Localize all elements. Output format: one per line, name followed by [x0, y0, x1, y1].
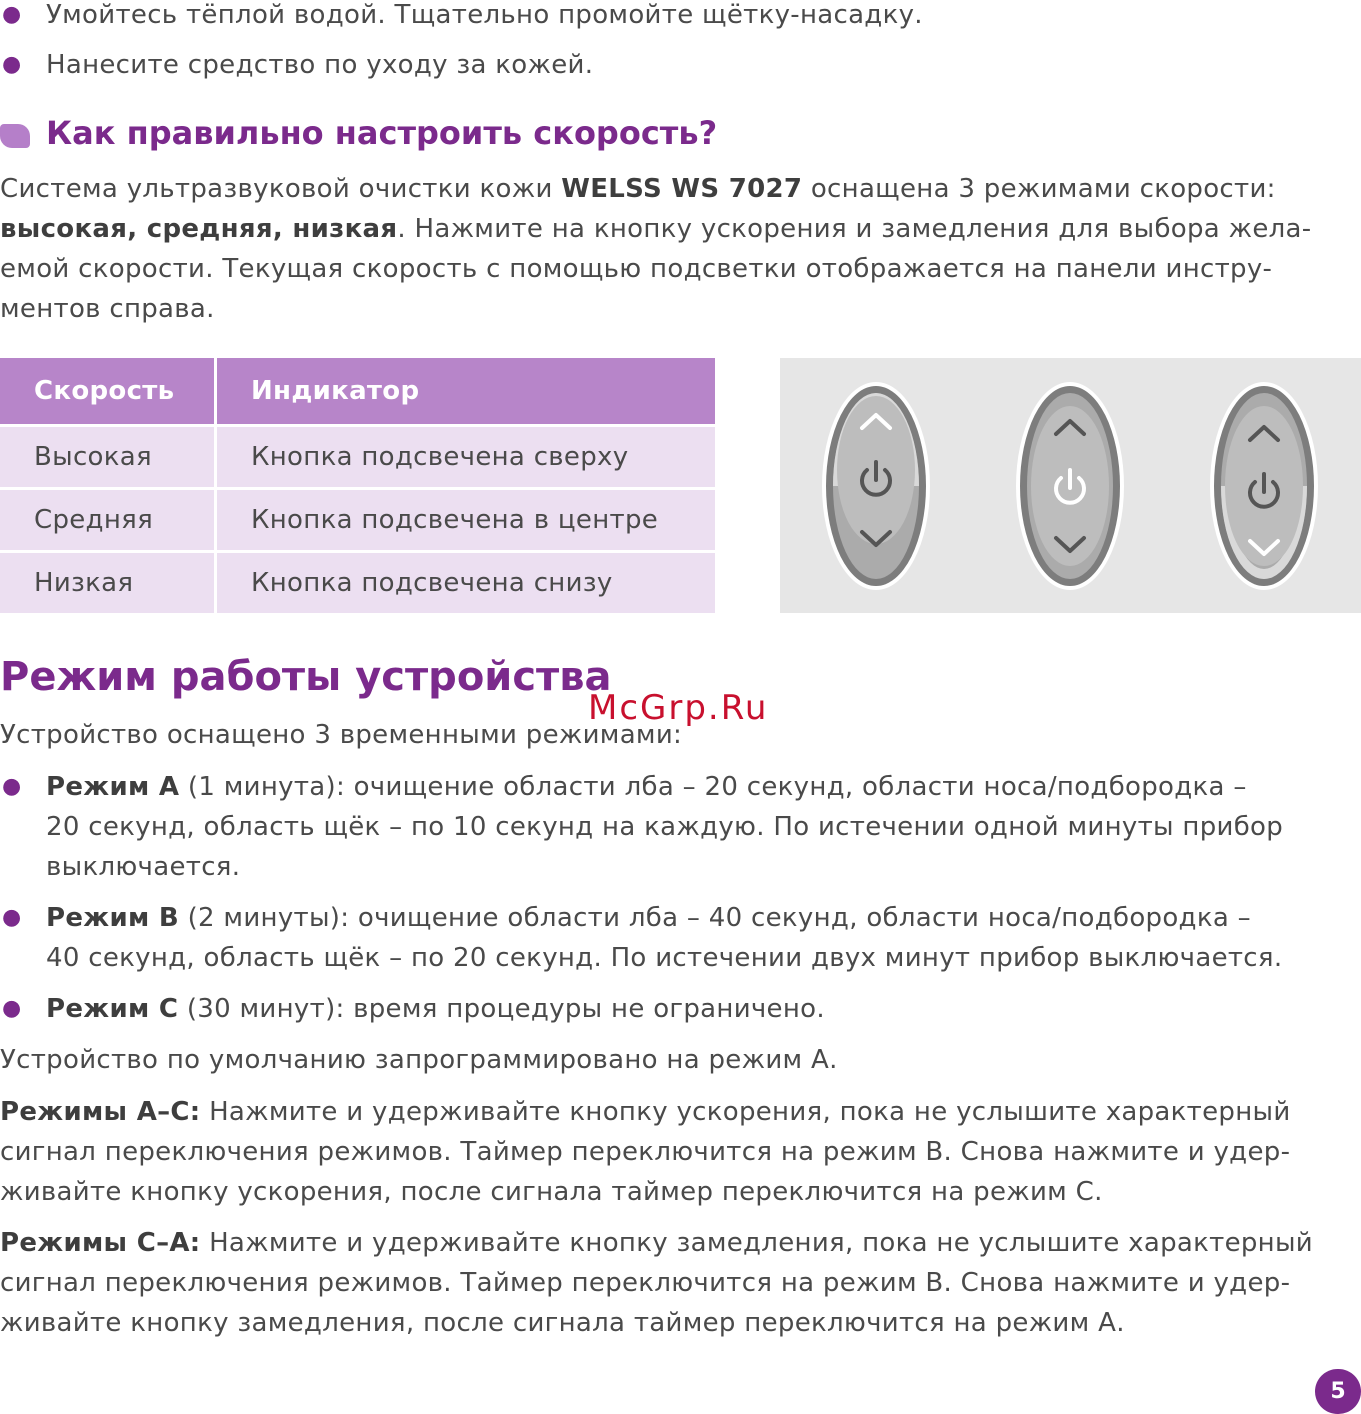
section-heading-speed: Как правильно настроить скорость?	[46, 114, 718, 152]
table-row	[0, 489, 715, 552]
modes-ca-line: Режимы С–А: Нажмите и удерживайте кнопку замедления, пока не услышите характерный	[0, 1228, 1314, 1258]
table-row	[0, 552, 715, 614]
speed-paragraph-line: высокая, средняя, низкая. Нажмите на кнопку ускорения и замедления для выбора жела-	[0, 214, 1312, 244]
bullet-icon: ●	[2, 774, 22, 799]
modes-ac-line: сигнал переключения режимов. Таймер переключится на режим В. Снова нажмите и удер-	[0, 1137, 1291, 1167]
table-cell: Низкая	[0, 552, 216, 614]
table-cell: Кнопка подсвечена в центре	[216, 489, 716, 552]
column-header: Скорость	[0, 358, 216, 426]
mode-a-line: 20 секунд, область щёк – по 10 секунд на каждую. По истечении одной минуты прибор	[46, 812, 1284, 842]
table-cell: Кнопка подсвечена снизу	[216, 552, 716, 614]
bullet-icon: ●	[2, 996, 22, 1021]
bullet-icon: ●	[2, 52, 22, 77]
speed-table	[0, 358, 715, 613]
button-medium-icon	[1016, 382, 1124, 590]
bullet-icon: ●	[2, 905, 22, 930]
modes-ca-line: живайте кнопку замедления, после сигнала таймер переключится на режим А.	[0, 1308, 1125, 1338]
modes-intro: Устройство оснащено 3 временными режимами:	[0, 720, 683, 750]
section-heading-modes: Режим работы устройства	[0, 654, 612, 700]
button-high-icon	[822, 382, 930, 590]
speed-paragraph-line: Система ультразвуковой очистки кожи WELSS WS 7027 оснащена 3 режимами скорости:	[0, 174, 1276, 204]
mode-a-line: выключается.	[46, 852, 241, 882]
table-header-row	[0, 358, 715, 426]
table-cell: Высокая	[0, 426, 216, 489]
modes-ac-line: Режимы А–С: Нажмите и удерживайте кнопку ускорения, пока не услышите характерный	[0, 1097, 1291, 1127]
speed-paragraph-line: емой скорости. Текущая скорость с помощью подсветки отображается на панели инстру-	[0, 254, 1273, 284]
speed-buttons-illustration	[780, 358, 1361, 613]
watermark: McGrp.Ru	[588, 688, 769, 728]
heading-marker-icon	[0, 124, 30, 148]
default-mode-text: Устройство по умолчанию запрограммировано на режим А.	[0, 1045, 838, 1075]
modes-ac-line: живайте кнопку ускорения, после сигнала таймер переключится на режим С.	[0, 1177, 1103, 1207]
button-illustration-panel	[780, 358, 1361, 613]
button-low-icon	[1210, 382, 1318, 590]
page-number-badge: 5	[1315, 1369, 1361, 1414]
modes-ca-line: сигнал переключения режимов. Таймер переключится на режим В. Снова нажмите и удер-	[0, 1268, 1291, 1298]
mode-b-line: 40 секунд, область щёк – по 20 секунд. По истечении двух минут прибор выключается.	[46, 943, 1283, 973]
column-header: Индикатор	[216, 358, 716, 426]
table-cell: Средняя	[0, 489, 216, 552]
speed-paragraph-line: ментов справа.	[0, 294, 215, 324]
bullet-icon: ●	[2, 2, 22, 27]
table-cell: Кнопка подсвечена сверху	[216, 426, 716, 489]
table-row	[0, 426, 715, 489]
